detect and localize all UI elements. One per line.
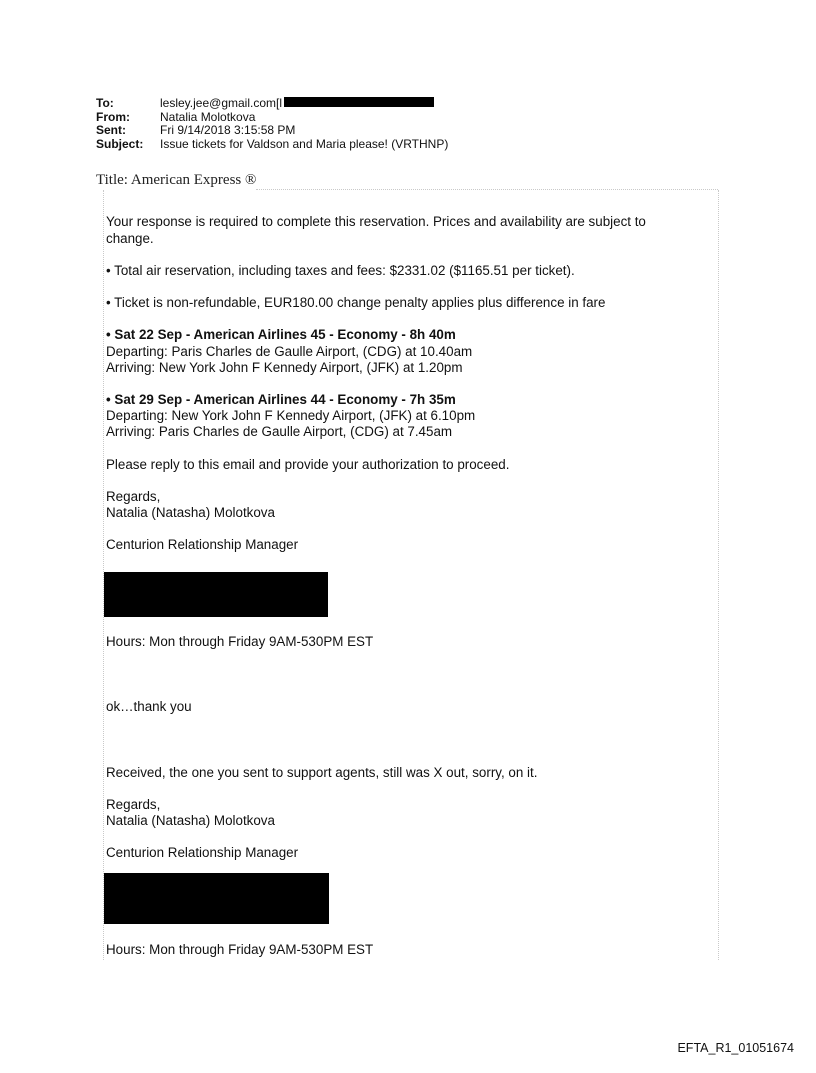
intro-line-1: Your response is required to complete this reservation. Prices and availability are subject to [106, 214, 646, 229]
sent-value: Fri 9/14/2018 3:15:58 PM [160, 123, 296, 137]
to-label: To: [96, 96, 114, 110]
to-row [96, 97, 448, 111]
redaction-block-1 [104, 572, 328, 617]
from-value: Natalia Molotkova [160, 109, 256, 124]
total-fare-bullet: • Total air reservation, including taxes and fees: $2331.02 ($1165.51 per ticket). [106, 263, 575, 278]
redaction-block-2 [104, 873, 329, 924]
flight-2-departing: Departing: New York John F Kennedy Airport, (JFK) at 6.10pm [106, 408, 476, 423]
flight-1-heading: • Sat 22 Sep - American Airlines 45 - Economy - 8h 40m [106, 327, 456, 342]
refund-policy-bullet: • Ticket is non-refundable, EUR180.00 change penalty applies plus difference in fare [106, 295, 606, 310]
flight-2-arriving: Arriving: Paris Charles de Gaulle Airport, (CDG) at 7.45am [106, 424, 453, 439]
intro-line-2: change. [106, 231, 154, 246]
regards-1: Regards, [106, 489, 161, 504]
regards-2: Regards, [106, 797, 161, 812]
page-title: Title: American Express ® [96, 172, 257, 188]
subject-row [96, 138, 448, 152]
ok-reply: ok…thank you [106, 699, 192, 714]
subject-label: Subject: [96, 136, 144, 151]
role-2: Centurion Relationship Manager [106, 845, 299, 860]
received-note: Received, the one you sent to support agents, still was X out, sorry, on it. [106, 765, 538, 780]
email-header [96, 97, 448, 151]
hours-1: Hours: Mon through Friday 9AM-530PM EST [106, 634, 374, 649]
signer-1: Natalia (Natasha) Molotkova [106, 505, 275, 520]
sent-label: Sent: [96, 123, 126, 137]
redaction-inline [284, 97, 434, 107]
role-1: Centurion Relationship Manager [106, 537, 299, 552]
to-value[interactable]: lesley.jee@gmail.com[l [160, 96, 282, 110]
document-id: EFTA_R1_01051674 [677, 1041, 794, 1055]
signer-2: Natalia (Natasha) Molotkova [106, 813, 275, 828]
message-frame-right [718, 190, 719, 960]
hours-2: Hours: Mon through Friday 9AM-530PM EST [106, 942, 374, 957]
flight-1-arriving: Arriving: New York John F Kennedy Airport, (JFK) at 1.20pm [106, 360, 463, 375]
from-label: From: [96, 109, 130, 124]
sent-row [96, 124, 448, 138]
flight-1-departing: Departing: Paris Charles de Gaulle Airport, (CDG) at 10.40am [106, 344, 473, 359]
title-divider [256, 189, 718, 190]
reply-request: Please reply to this email and provide your authorization to proceed. [106, 457, 510, 472]
from-row [96, 111, 448, 125]
subject-value: Issue tickets for Valdson and Maria please! (VRTHNP) [160, 136, 449, 151]
flight-2-heading: • Sat 29 Sep - American Airlines 44 - Economy - 7h 35m [106, 392, 456, 407]
